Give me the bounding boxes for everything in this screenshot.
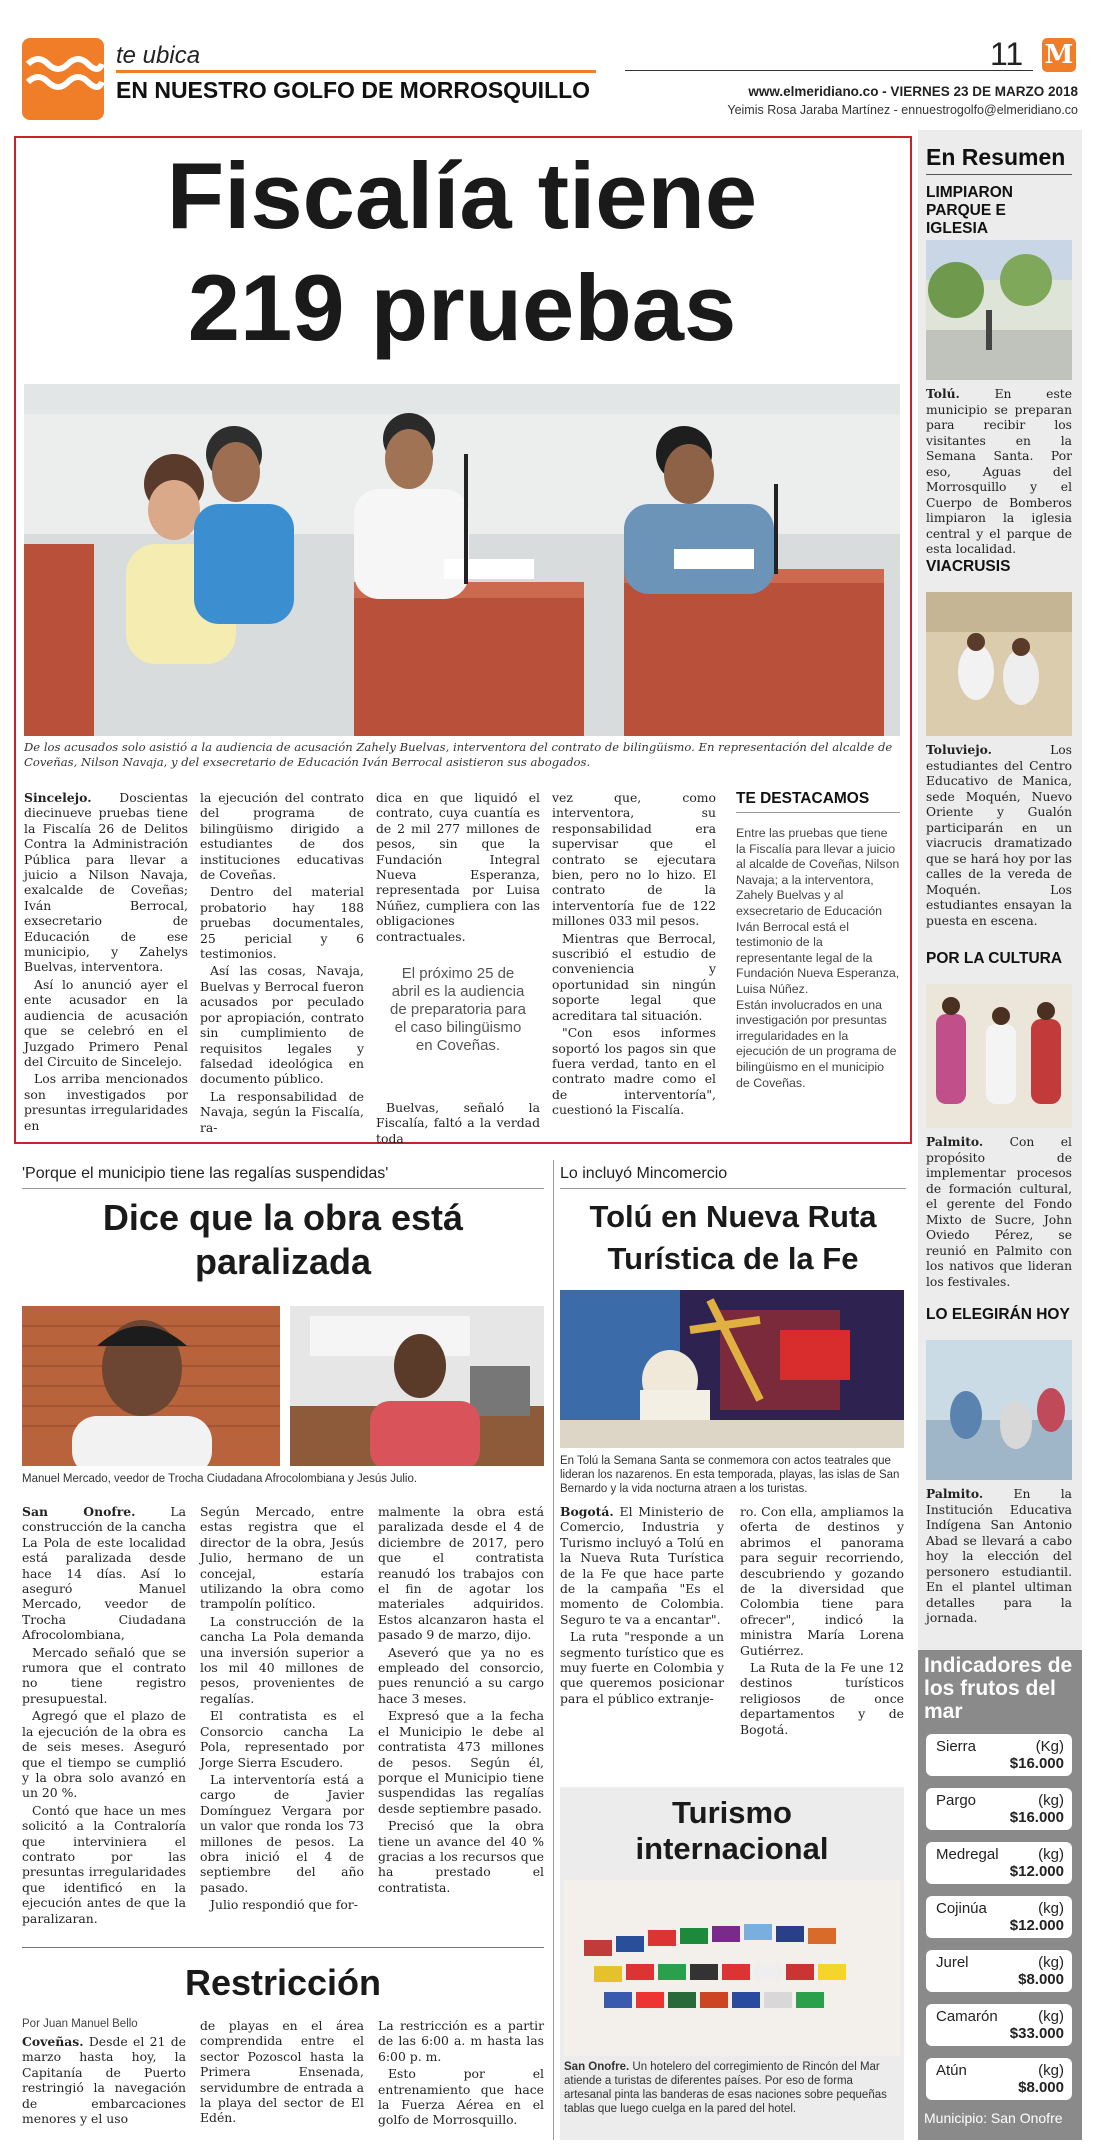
section-top-label: te ubica (116, 42, 201, 69)
main-col2-p3: Así las cosas, Navaja, Buelvas y Berrocal fueron acusados por peculado por apropiación, contrato sin cumplimiento de requisitos legales y falsedad ideológica en documento público. (200, 963, 364, 1087)
ruta-headline-line1: Tolú en Nueva Ruta (589, 1199, 877, 1234)
main-col2-p1: la ejecución del contrato del programa de bilingüismo dirigido a estudiantes de dos instituciones educativas de Coveñas. (200, 790, 364, 883)
indicator-row-atun: Atún (kg) $8.000 (926, 2058, 1072, 2100)
dateline-palmito: Palmito. (926, 1134, 984, 1149)
obra-col2-p2: La construcción de la cancha La Pola demanda una inversión superior a los mil 40 millones de pesos, provenientes de regalías. (200, 1613, 364, 1706)
turismo-photo-flags (564, 1880, 900, 2056)
header-rule (625, 70, 1033, 71)
main-photo-courtroom (24, 384, 900, 736)
restriccion-byline: Por Juan Manuel Bello (22, 2018, 138, 2030)
highlight-text: Entre las pruebas que tiene la Fiscalía para llevar a juicio al alcalde de Coveñas, Nilson Navaja; a la interventora, Zahely Buelvas y al exsecretario de Educación Iván Berrocal está el testimonio de la representante legal de la Fundación Nueva Esperanza, Luisa Núñez. Están involucrados en una investigación por presuntas irregularidades en la ejecución de un programa de bilingüismo en el municipio de Coveñas. (736, 826, 900, 1090)
sidebar-text-limpiaron: Tolú. En este municipio se preparan para recibir los visitantes en la Semana Santa. Por eso, Aguas del Morrosquillo y el Cuerpo de Bomberos limpiaron la iglesia central y el parque de esta localidad. (926, 386, 1072, 556)
sidebar-head-viacrusis: VIACRUSIS (926, 558, 1011, 575)
ruta-photo-caption: En Tolú la Semana Santa se conmemora con actos teatrales que lideran los nazarenos. En esta temporada, playas, las islas de San Bernardo y la vida nocturna atraen a los turistas. (560, 1455, 900, 1495)
restriccion-headline: Restricción (184, 1962, 382, 2003)
main-col3-p1: dica en que liquidó el contrato, cuya cuantía es de 2 mil 277 millones de pesos, sin que la Fundación Integral Nueva Esperanza, representada por Luisa Núñez, cumpliera con las obligaciones contractuales. (376, 790, 540, 944)
logo-letter: M (1044, 40, 1074, 70)
obra-photo-mercado (22, 1306, 280, 1466)
obra-kicker-rule (22, 1188, 544, 1189)
indicator-row-camaron: Camarón (kg) $33.000 (926, 2004, 1072, 2046)
indicator-row-sierra: Sierra (Kg) $16.000 (926, 1734, 1072, 1776)
sidebar-title: En Resumen (926, 144, 1066, 170)
main-photo-caption: De los acusados solo asistió a la audiencia de acusación Zahely Buelvas, interventora del contrato de bilingüismo. En representación del alcalde de Coveñas, Nilson Navaja, y del exsecretario de Educación Iván Berrocal asistieron sus abogados. (24, 740, 893, 769)
main-col3-p2: Buelvas, señaló la Fiscalía, faltó a la verdad toda (376, 1100, 540, 1146)
sidebar-photo-viacrusis (926, 592, 1072, 736)
main-col1-p3: Los arriba mencionados son investigados por presuntas irregularidades en (24, 1071, 188, 1133)
main-col-3 (376, 790, 540, 946)
obra-col1-p2: Mercado señaló que se rumora que el contrato no tiene registro presupuestal. (22, 1644, 186, 1706)
obra-col1-p1: San Onofre. La construcción de la cancha La Pola de este localidad está paralizada desde hace 14 días. Así lo aseguró Manuel Mercado, veedor de Trocha Ciudadana Afrocolombiana, (22, 1504, 186, 1643)
sidebar-photo-elegiran (926, 1340, 1072, 1480)
obra-col2-p4: La interventoría está a cargo de Javier Domínguez Vergara por un valor que ronda los 73 millones de pesos. La obra inició el 4 de septiembre del año pasado. (200, 1771, 364, 1895)
main-col-3-bottom (376, 1100, 540, 1148)
main-col2-p2: Dentro del material probatorio hay 188 pruebas documentales, 25 pericial y 6 testimonios. (200, 884, 364, 962)
main-col1-p1: Sincelejo. Doscientas diecinueve pruebas tiene la Fiscalía 26 de Delitos Contra la Administración Pública para llevar a juicio a Nilson Navaja, exalcalde de Coveñas; Iván Berrocal, exsecretario de Educación de ese municipio, y Zahelys Buelvas, interventora. (24, 790, 188, 975)
sidebar-photo-limpiaron (926, 240, 1072, 380)
restriccion-col1-p1: Coveñas. Desde el 21 de marzo hasta hoy, la Capitanía de Puerto restringió la navegación de embarcaciones menores y el uso (22, 2034, 186, 2127)
pull-quote: El próximo 25 de abril es la audiencia de preparatoria para el caso bilingüismo en Coveñas. (390, 965, 526, 1054)
highlight-title: TE DESTACAMOS (736, 790, 870, 807)
obra-col-2 (200, 1504, 364, 1915)
turismo-title-line2: internacional (635, 1831, 829, 1866)
ruta-photo-procession (560, 1290, 904, 1448)
page-number: 11 (990, 36, 1024, 72)
indicators-title: Indicadores de los frutos del mar (924, 1654, 1073, 1723)
turismo-caption: San Onofre. Un hotelero del corregimiento de Rincón del Mar atiende a turistas de diferentes países. Por eso de forma artesanal pinta las banderas de esas naciones sobre pequeñas tablas que luego cuelga en la pared del hotel. (564, 2061, 887, 2115)
sidebar-head-limpiaron: LIMPIARON PARQUE E IGLESIA (926, 184, 1013, 237)
restriccion-col3-p1: La restricción es a partir de las 6:00 a. m hasta las 6:00 p. m. (378, 2018, 544, 2064)
indicator-row-pargo: Pargo (kg) $16.000 (926, 1788, 1072, 1830)
obra-headline-line2: paralizada (194, 1241, 372, 1282)
sidebar-head-cultura: POR LA CULTURA (926, 950, 1063, 967)
obra-col3-p2: Aseveró que ya no es empleado del consorcio, pues renunció a su cargo hace 3 meses. (378, 1644, 544, 1706)
dateline-san-onofre: San Onofre. (22, 1504, 136, 1519)
obra-photo-caption: Manuel Mercado, veedor de Trocha Ciudadana Afrocolombiana y Jesús Julio. (22, 1473, 418, 1485)
indicator-row-jurel: Jurel (kg) $8.000 (926, 1950, 1072, 1992)
obra-col-1 (22, 1504, 186, 1928)
dateline-covenas: Coveñas. (22, 2034, 84, 2049)
site-date: www.elmeridiano.co - VIERNES 23 DE MARZO 2018 (748, 84, 1078, 99)
obra-col2-p1: Según Mercado, entre estas registra que el director de la obra, Jesús Julio, hermano de un concejal, estaría utilizando la obra como trampolín político. (200, 1504, 364, 1612)
obra-col3-p1: malmente la obra está paralizada desde el 4 de diciembre de 2017, pero que el contratista reanudó los trabajos con el fin de agotar los materiales adquiridos. Estos alcanzaron hasta el pasado 9 de marzo, dijo. (378, 1504, 544, 1643)
section-main-label: EN NUESTRO GOLFO DE MORROSQUILLO (116, 77, 591, 103)
header-orange-rule (116, 70, 596, 73)
restriccion-col2-p1: de playas en el área comprendida entre el sector Pozoscol hasta la Primera Ensenada, servidumbre de entrada a la playa del sector de El Edén. (200, 2018, 364, 2126)
author-line: Yeimis Rosa Jaraba Martínez - ennuestrogolfo@elmeridiano.co (727, 103, 1078, 117)
dateline-bogota: Bogotá. (560, 1504, 614, 1519)
obra-col3-p4: Precisó que la obra tiene un avance del 40 % gracias a los recursos que ha prestado el contratista. (378, 1818, 544, 1895)
turismo-title-line1: Turismo (672, 1795, 792, 1830)
dateline-toluviejo: Toluviejo. (926, 742, 992, 757)
ruta-col2-p1: ro. Con ella, ampliamos la oferta de destinos y abrimos el panorama para seguir recorriendo, descubriendo y gozando de la diversidad que Colombia tiene para ofrecer", indicó la ministra María Lorena Gutiérrez. (740, 1504, 904, 1658)
restriccion-col-3 (378, 2018, 544, 2130)
obra-kicker: 'Porque el municipio tiene las regalías suspendidas' (22, 1165, 389, 1182)
indicators-footer: Municipio: San Onofre (924, 2110, 1063, 2126)
main-col4-p2: Mientras que Berrocal, suscribió el estudio de conveniencia y oportunidad sin ningún soporte legal que acreditara tal situación. (552, 930, 716, 1023)
obra-col-3 (378, 1504, 544, 1897)
newspaper-logo (1042, 38, 1076, 72)
section-logo (22, 38, 104, 120)
ruta-col-2 (740, 1504, 904, 1739)
ruta-col2-p2: La Ruta de la Fe une 12 destinos turísticos religiosos de once departamentos y de Bogotá. (740, 1660, 904, 1737)
sidebar-head-elegiran: LO ELEGIRÁN HOY (926, 1306, 1070, 1323)
restriccion-col-1 (22, 2034, 186, 2128)
sidebar-text-viacrusis: Toluviejo. Los estudiantes del Centro Educativo de Manica, sede Moquén, Nuevo Oriente y Gualón participarán en un viacrucis dramatizado que se hará hoy por las calles de la vereda de Moquén. Los estudiantes ensayan la puesta en escena. (926, 742, 1072, 928)
ruta-headline-line2: Turística de la Fe (607, 1241, 859, 1276)
main-headline-line2: 219 pruebas (187, 255, 737, 360)
obra-col1-p4: Contó que hace un mes solicitó a la Contraloría que interviniera el contrato por las presuntas irregularidades que identificó en la ejecución antes de que la paralizaran. (22, 1802, 186, 1926)
column-divider (553, 1160, 554, 2140)
ruta-col-1 (560, 1504, 724, 1708)
main-col4-p1: vez que, como interventora, su responsabilidad era supervisar que el contrato se ejecutara bien, pero no lo hizo. El contrato de la interventoría fue de 122 millones 033 mil pesos. (552, 790, 716, 929)
obra-col2-p3: El contratista es el Consorcio cancha La Pola, representado por Jorge Sierra Escudero. (200, 1708, 364, 1770)
obra-photo-julio (290, 1306, 544, 1466)
main-col4-p3: "Con esos informes soportó los pagos sin que fuera verdad, tanto en el contrato madre como el de interventoría", cuestionó la Fiscalía. (552, 1025, 716, 1118)
ruta-kicker-rule (560, 1188, 906, 1189)
ruta-col1-p1: Bogotá. El Ministerio de Comercio, Industria y Turismo incluyó a Tolú en la Nueva Ruta Turística de la Fe que hace parte de la campaña "Es el momento de Colombia. Seguro te va a encantar". (560, 1504, 724, 1627)
dateline-palmito-2: Palmito. (926, 1486, 984, 1501)
dateline-san-onofre-2: San Onofre. (564, 2061, 630, 2073)
restriccion-rule (22, 1947, 544, 1948)
main-headline-line1: Fiscalía tiene (166, 143, 758, 248)
obra-col3-p3: Expresó que a la fecha el Municipio le debe al contratista 473 millones de pesos. Según él, porque el Municipio tiene suspendidas las regalías desde septiembre pasado. (378, 1708, 544, 1816)
sidebar-title-rule (926, 174, 1072, 175)
main-col-1 (24, 790, 188, 1135)
indicator-row-medregal: Medregal (kg) $12.000 (926, 1842, 1072, 1884)
restriccion-col-2 (200, 2018, 364, 2128)
sidebar-text-elegiran: Palmito. En la Institución Educativa Indígena San Antonio Abad se llevará a cabo hoy la elección del personero estudiantil. En el plantel ultiman detalles para la jornada. (926, 1486, 1072, 1625)
main-col2-p4: La responsabilidad de Navaja, según la Fiscalía, ra- (200, 1088, 364, 1135)
waves-icon (22, 38, 104, 120)
dateline-sincelejo: Sincelejo. (24, 790, 92, 805)
main-col-4 (552, 790, 716, 1120)
sidebar-photo-cultura (926, 984, 1072, 1128)
ruta-col1-p2: La ruta "responde a un segmento turístico que es muy fuerte en Colombia y que queremos posicionar para el público extranje- (560, 1629, 724, 1706)
dateline-tolu: Tolú. (926, 386, 960, 401)
obra-col1-p3: Agregó que el plazo de la ejecución de la obra es de seis meses. Aseguró que el tiempo se cumplió y la obra solo avanzó en un 20 %. (22, 1708, 186, 1801)
sidebar-text-cultura: Palmito. Con el propósito de implementar procesos de formación cultural, el gerente del Fondo Mixto de Sucre, John Oviedo Pérez, se reunió en Palmito con los nativos que lideran los festivales. (926, 1134, 1072, 1289)
main-col1-p2: Así lo anunció ayer el ente acusador en la audiencia de acusación que se celebró en el Juzgado Primero Penal del Circuito de Sincelejo. (24, 976, 188, 1069)
indicator-row-cojinua: Cojinúa (kg) $12.000 (926, 1896, 1072, 1938)
highlight-rule (736, 812, 900, 813)
obra-col2-p5: Julio respondió que for- (210, 1897, 358, 1913)
main-col-2 (200, 790, 364, 1137)
restriccion-col3-p2: Esto por el entrenamiento que hace la Fuerza Aérea en el golfo de Morrosquillo. (378, 2066, 544, 2128)
obra-headline-line1: Dice que la obra está (102, 1197, 464, 1238)
ruta-kicker: Lo incluyó Mincomercio (560, 1165, 728, 1182)
